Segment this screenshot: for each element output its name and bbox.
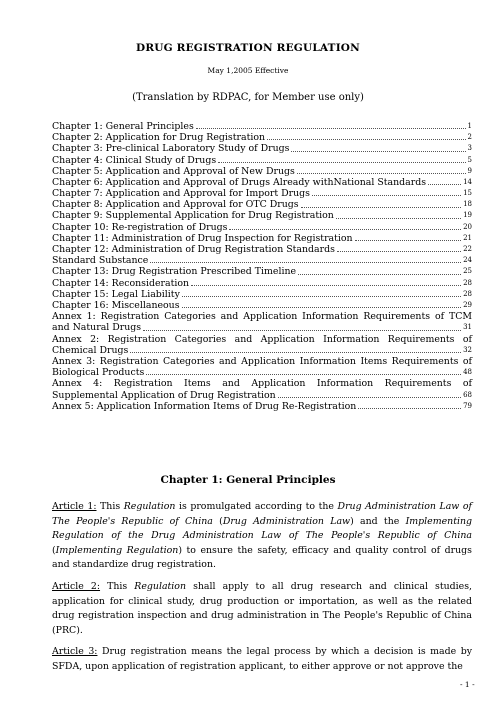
toc-label: Chapter 7: Application and Approval for Import Drugs bbox=[52, 188, 310, 200]
toc-entry[interactable] bbox=[52, 188, 472, 199]
toc-entry[interactable] bbox=[52, 155, 472, 166]
toc-page: 25 bbox=[463, 267, 472, 276]
toc-entry[interactable] bbox=[52, 177, 472, 188]
toc-page: 32 bbox=[463, 345, 472, 354]
toc-page: 2 bbox=[467, 133, 472, 142]
toc-leader bbox=[278, 396, 461, 398]
article-italic: Implementing Regulation of the Drug Administration Law of The People's Republic of China bbox=[52, 515, 472, 542]
article-text: This bbox=[100, 580, 135, 592]
toc-annex-line2: Annex 5: Application Information Items of Drug Re-Registration bbox=[52, 400, 357, 412]
toc-leader bbox=[428, 183, 461, 185]
toc-entry[interactable] bbox=[52, 121, 472, 132]
toc-label: Chapter 1: General Principles bbox=[52, 120, 194, 132]
article-text: is promulgated according to the bbox=[175, 501, 338, 512]
chapter-heading: Chapter 1: General Principles bbox=[160, 474, 336, 486]
toc-leader bbox=[150, 261, 461, 263]
toc-page: 3 bbox=[467, 144, 472, 153]
article-text: ) to ensure the safety, efficacy and quality control of drugs and standardize drug registration. bbox=[52, 544, 472, 571]
article-3 bbox=[52, 645, 472, 674]
toc-label: Chapter 10: Re-registration of Drugs bbox=[52, 221, 228, 233]
toc-annex-line2: Supplemental Application of Drug Registration bbox=[52, 389, 276, 401]
toc-leader bbox=[182, 295, 461, 297]
toc-label: Chapter 4: Clinical Study of Drugs bbox=[52, 154, 217, 166]
article-body bbox=[52, 500, 472, 682]
toc-annex-entry[interactable] bbox=[52, 311, 472, 333]
toc-page: 31 bbox=[463, 323, 472, 332]
article-1 bbox=[52, 500, 472, 573]
toc-label: Chapter 14: Reconsideration bbox=[52, 277, 190, 289]
toc-entry[interactable] bbox=[52, 233, 472, 244]
toc-label: Chapter 16: Miscellaneous bbox=[52, 299, 180, 311]
article-label: Article 2: bbox=[52, 580, 101, 592]
toc-entry[interactable] bbox=[52, 255, 472, 266]
article-text: shall apply to all drug research and clinical studies, application for clinical study, drug production or importation, as well as the related drug registration inspection and drug administration in The People's Republic of China (PRC). bbox=[52, 580, 473, 636]
article-italic: Implementing Regulation bbox=[55, 544, 179, 556]
toc-leader bbox=[358, 407, 461, 409]
article-text: Drug registration means the legal process by which a decision is made by SFDA, upon application of registration applicant, to either approve or not approve the bbox=[52, 646, 472, 672]
toc-leader bbox=[218, 161, 465, 163]
toc-annex-entry[interactable] bbox=[52, 401, 472, 412]
toc-leader bbox=[312, 194, 461, 196]
toc-annex-entry[interactable] bbox=[52, 334, 472, 356]
toc-entry[interactable] bbox=[52, 199, 472, 210]
toc-entry[interactable] bbox=[52, 222, 472, 233]
article-italic: Regulation bbox=[123, 501, 176, 512]
article-label: Article 1: bbox=[52, 501, 97, 512]
toc-label: Chapter 5: Application and Approval of New Drugs bbox=[52, 165, 295, 177]
toc-entry[interactable] bbox=[52, 132, 472, 143]
toc-annex-line1: Annex 4: Registration Items and Application Information Requirements of bbox=[52, 378, 472, 390]
toc-label: Standard Substance bbox=[52, 255, 149, 267]
toc-label: Chapter 8: Application and Approval for OTC Drugs bbox=[52, 199, 299, 211]
toc-page: 79 bbox=[463, 401, 472, 410]
toc-entry[interactable] bbox=[52, 278, 472, 289]
toc-leader bbox=[336, 217, 461, 219]
toc-annex-line1: Annex 3: Registration Categories and Application Information Items Requirements of bbox=[52, 355, 472, 367]
toc-page: 14 bbox=[463, 177, 472, 186]
toc-label: Chapter 2: Application for Drug Registration bbox=[52, 132, 266, 144]
toc-annex-entry[interactable] bbox=[52, 356, 472, 378]
article-text: ( bbox=[52, 544, 56, 556]
toc-annex-line2: Biological Products bbox=[52, 367, 145, 379]
toc-label: Chapter 15: Legal Liability bbox=[52, 288, 180, 300]
toc-page: 19 bbox=[463, 211, 472, 220]
toc-leader bbox=[298, 273, 461, 275]
article-label: Article 3: bbox=[52, 646, 98, 658]
toc-page: 48 bbox=[463, 368, 472, 377]
toc-leader bbox=[337, 250, 461, 252]
toc-annex-line1: Annex 2: Registration Categories and Application Information Requirements of bbox=[52, 333, 472, 345]
article-italic: Regulation bbox=[134, 580, 186, 592]
toc-label: Chapter 3: Pre-clinical Laboratory Study of Drugs bbox=[52, 143, 290, 155]
toc-label: Chapter 11: Administration of Drug Inspection for Registration bbox=[52, 232, 353, 244]
article-text: This bbox=[96, 501, 124, 512]
table-of-contents bbox=[52, 121, 472, 412]
toc-leader bbox=[229, 228, 461, 230]
article-italic: Drug Administration Law bbox=[222, 515, 351, 527]
toc-annex-line2: Chemical Drugs bbox=[52, 344, 129, 356]
toc-leader bbox=[297, 172, 466, 174]
document-title: DRUG REGISTRATION REGULATION bbox=[136, 42, 360, 54]
toc-page: 1 bbox=[467, 121, 472, 130]
toc-leader bbox=[191, 284, 461, 286]
toc-entry[interactable] bbox=[52, 211, 472, 222]
toc-leader bbox=[301, 206, 461, 208]
article-italic: Drug Administration Law of The People's Republic of China bbox=[52, 501, 473, 527]
translation-note: (Translation by RDPAC, for Member use only) bbox=[132, 92, 364, 103]
toc-leader bbox=[355, 239, 461, 241]
toc-annex-entry[interactable] bbox=[52, 378, 472, 400]
toc-leader bbox=[267, 138, 466, 140]
toc-entry[interactable] bbox=[52, 266, 472, 277]
toc-annex-line1: Annex 1: Registration Categories and Application Information Requirements of TCM bbox=[52, 311, 472, 323]
toc-page: 9 bbox=[467, 166, 472, 175]
toc-page: 68 bbox=[463, 390, 472, 399]
toc-page: 15 bbox=[463, 189, 472, 198]
toc-leader bbox=[130, 351, 461, 353]
article-text: ( bbox=[212, 515, 223, 527]
toc-annex-line2: and Natural Drugs bbox=[52, 322, 142, 334]
effective-date: May 1,2005 Effective bbox=[207, 66, 289, 75]
toc-label: Chapter 12: Administration of Drug Registration Standards bbox=[52, 244, 335, 256]
toc-page: 18 bbox=[463, 200, 472, 209]
toc-leader bbox=[146, 373, 461, 375]
article-text: ) and the bbox=[350, 515, 406, 527]
toc-leader bbox=[182, 306, 462, 308]
toc-page: 21 bbox=[463, 233, 472, 242]
toc-label: Chapter 9: Supplemental Application for Drug Registration bbox=[52, 210, 334, 222]
toc-page: 5 bbox=[467, 155, 472, 164]
article-2 bbox=[52, 580, 472, 638]
toc-entry[interactable] bbox=[52, 143, 472, 154]
toc-page: 28 bbox=[463, 278, 472, 287]
toc-page: 28 bbox=[463, 289, 472, 298]
toc-entry[interactable] bbox=[52, 166, 472, 177]
toc-leader bbox=[196, 127, 466, 129]
toc-leader bbox=[291, 150, 465, 152]
toc-page: 29 bbox=[463, 300, 472, 309]
toc-page: 22 bbox=[463, 245, 472, 254]
toc-label: Chapter 6: Application and Approval of Drugs Already withNational Standards bbox=[52, 176, 427, 188]
toc-label: Chapter 13: Drug Registration Prescribed Timeline bbox=[52, 266, 297, 278]
toc-entry[interactable] bbox=[52, 300, 472, 311]
page-number: - 1 - bbox=[460, 680, 475, 689]
toc-page: 24 bbox=[463, 256, 472, 265]
toc-entry[interactable] bbox=[52, 289, 472, 300]
toc-leader bbox=[143, 329, 461, 331]
toc-page: 20 bbox=[463, 222, 472, 231]
toc-entry[interactable] bbox=[52, 244, 472, 255]
